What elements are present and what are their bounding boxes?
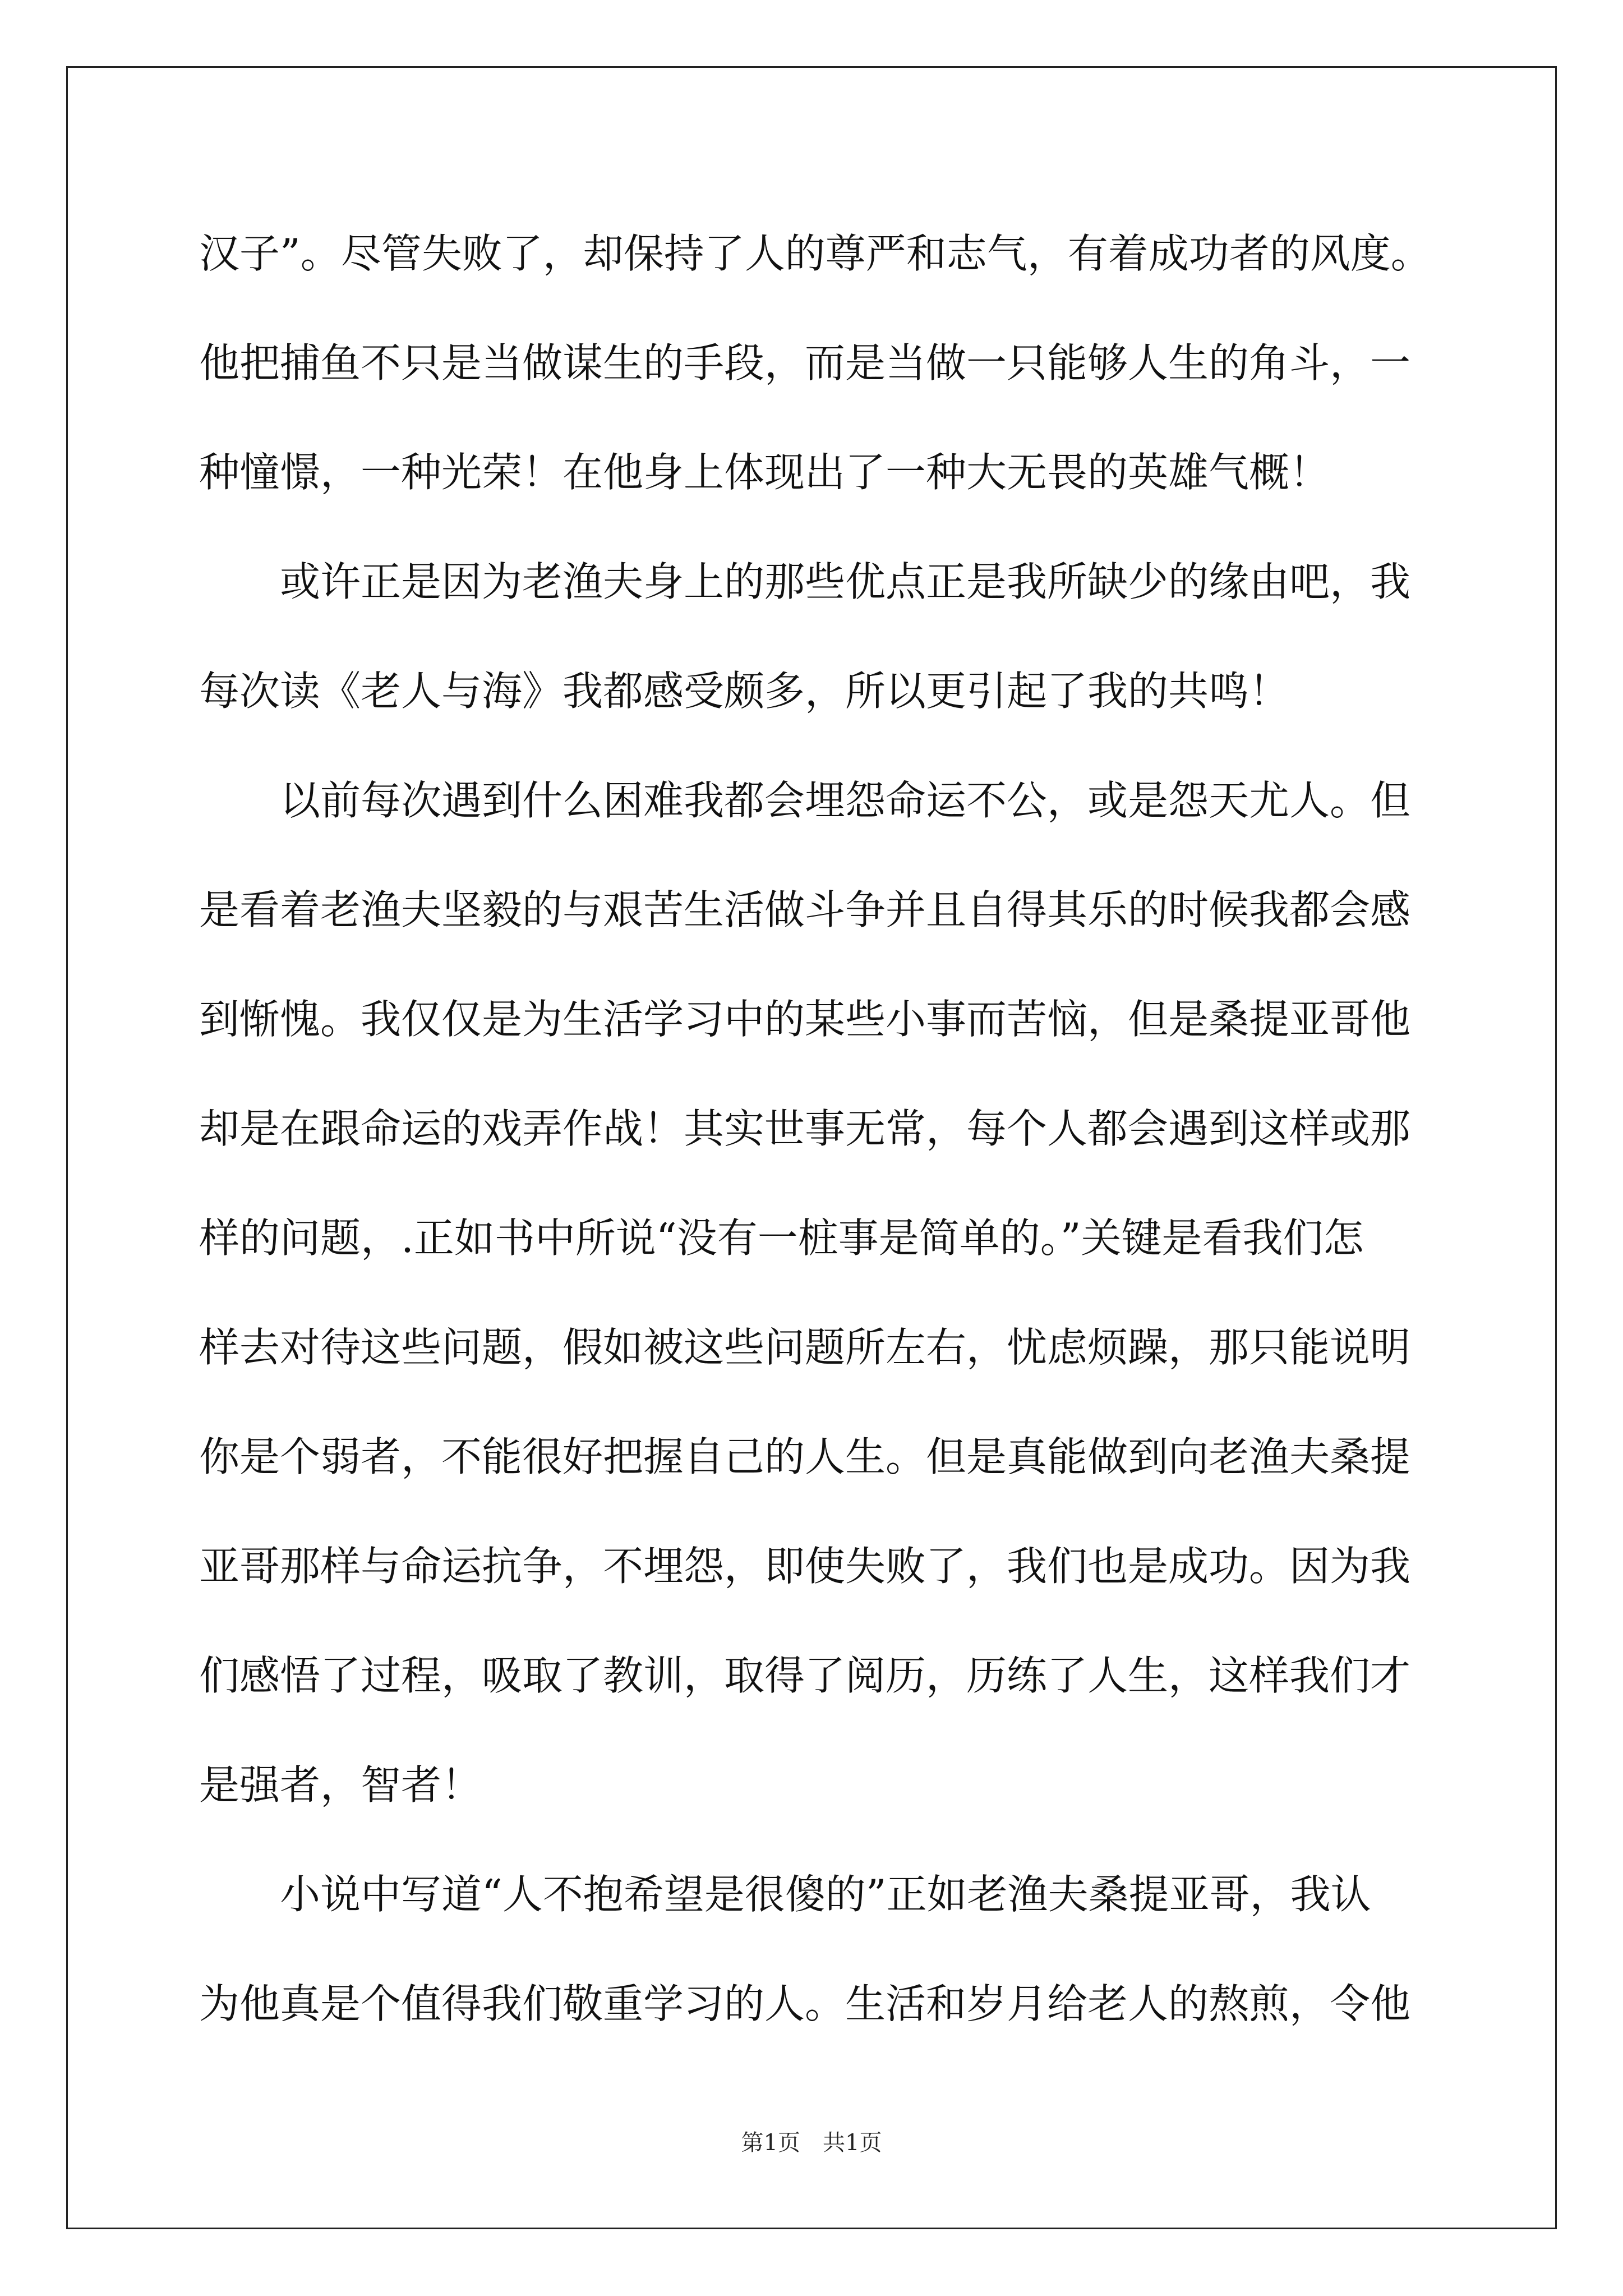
page-number: 第1页 共1页 — [741, 2130, 882, 2156]
paragraph-4: 小说中写道“人不抱希望是很傻的”正如老渔夫桑提亚哥，我认 为他真是个值得我们敬重学习的人。生活和岁月给老人的熬煎，令他 — [199, 1871, 1411, 2027]
page-footer — [0, 2126, 1623, 2160]
document-body — [199, 199, 1431, 2059]
paragraph-3: 以前每次遇到什么困难我都会埋怨命运不公，或是怨天尤人。但 是看着老渔夫坚毅的与艰苦生活做斗争并且自得其乐的时候我都会感 到惭愧。我仅仅是为生活学习中的某些小事而苦恼，但是桑提亚哥他 却是在跟命运的戏弄作战！其实世事无常，每个人都会遇到这样或那 样的问题，.正如书中所说“没有一桩事是简单的。”关键是看我们怎 样去对待这些问题，假如被这些问题所左右，忧虑烦躁，那只能说明 你是个弱者，不能很好把握自己的人生。但是真能做到向老渔夫桑提 亚哥那样与命运抗争，不埋怨，即使失败了，我们也是成功。因为我 们感悟了过程，吸取了教训，取得了阅历，历练了人生，这样我们才 是强者，智者！ — [199, 777, 1411, 1809]
paragraph-2: 或许正是因为老渔夫身上的那些优点正是我所缺少的缘由吧，我 每次读《老人与海》我都感受颇多，所以更引起了我的共鸣！ — [199, 558, 1411, 715]
paragraph-1: 汉子”。尽管失败了，却保持了人的尊严和志气，有着成功者的风度。 他把捕鱼不只是当做谋生的手段，而是当做一只能够人生的角斗，一 种憧憬，一种光荣！在他身上体现出了一种大无畏的英雄气概！ — [199, 230, 1431, 496]
